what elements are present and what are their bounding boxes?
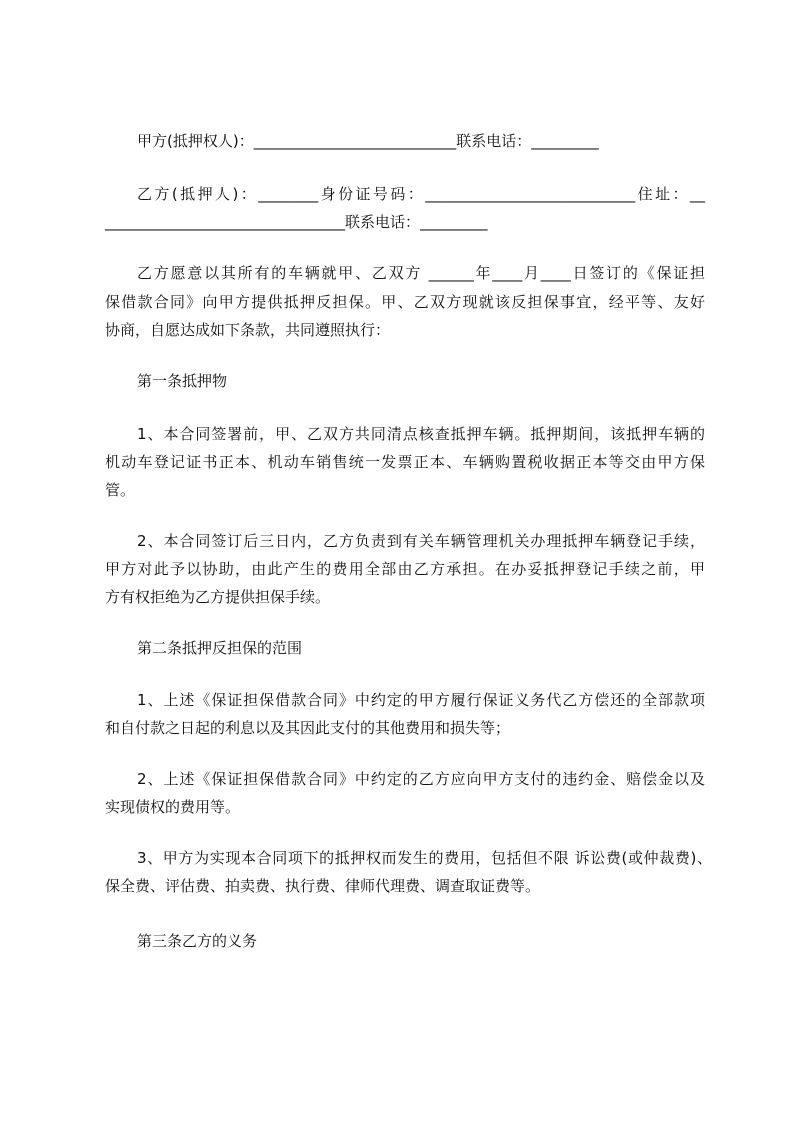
party-b-line-cont: ________________________________联系电话：_________: [105, 213, 488, 231]
article-3-title: 第三条乙方的义务: [137, 932, 258, 950]
intro-line: 协商，自愿达成如下条款，共同遵照执行：: [105, 321, 391, 339]
clause-line: 机动车登记证书正本、机动车销售统一发票正本、车辆购置税收据正本等交由甲方保: [105, 453, 705, 471]
clause-line: 3、甲方为实现本合同项下的抵押权而发生的费用，包括但不限 诉讼费(或仲裁费)、: [137, 849, 712, 867]
clause-line: 2、本合同签订后三日内，乙方负责到有关车辆管理机关办理抵押车辆登记手续，: [137, 532, 705, 550]
intro-line: 乙方愿意以其所有的车辆就甲、乙双方 ______年____月____日签订的《保证担: [137, 264, 705, 282]
party-a-line: 甲方(抵押权人)：___________________________联系电话：_________: [137, 132, 599, 150]
article-1-title: 第一条抵押物: [137, 372, 228, 390]
clause-line: 实现债权的费用等。: [105, 798, 241, 816]
clause-line: 和自付款之日起的利息以及其因此支付的其他费用和损失等；: [105, 719, 511, 737]
clause-line: 2、上述《保证担保借款合同》中约定的乙方应向甲方支付的违约金、赔偿金以及: [137, 770, 705, 788]
clause-line: 保全费、评估费、拍卖费、执行费、律师代理费、调查取证费等。: [105, 877, 541, 895]
clause-line: 甲方对此予以协助，由此产生的费用全部由乙方承担。在办妥抵押登记手续之前，甲: [105, 560, 705, 578]
intro-line: 保借款合同》向甲方提供抵押反担保。甲、乙双方现就该反担保事宜，经平等、友好: [105, 293, 705, 311]
party-b-line: 乙方(抵押人)：________身份证号码：____________________________住址：__: [137, 185, 705, 203]
article-2-title: 第二条抵押反担保的范围: [137, 639, 303, 657]
clause-line: 方有权拒绝为乙方提供担保手续。: [105, 588, 331, 606]
clause-line: 1、上述《保证担保借款合同》中约定的甲方履行保证义务代乙方偿还的全部款项: [137, 691, 705, 709]
clause-line: 1、本合同签署前，甲、乙双方共同清点核查抵押车辆。抵押期间，该抵押车辆的: [137, 425, 705, 443]
clause-line: 管。: [105, 481, 136, 499]
